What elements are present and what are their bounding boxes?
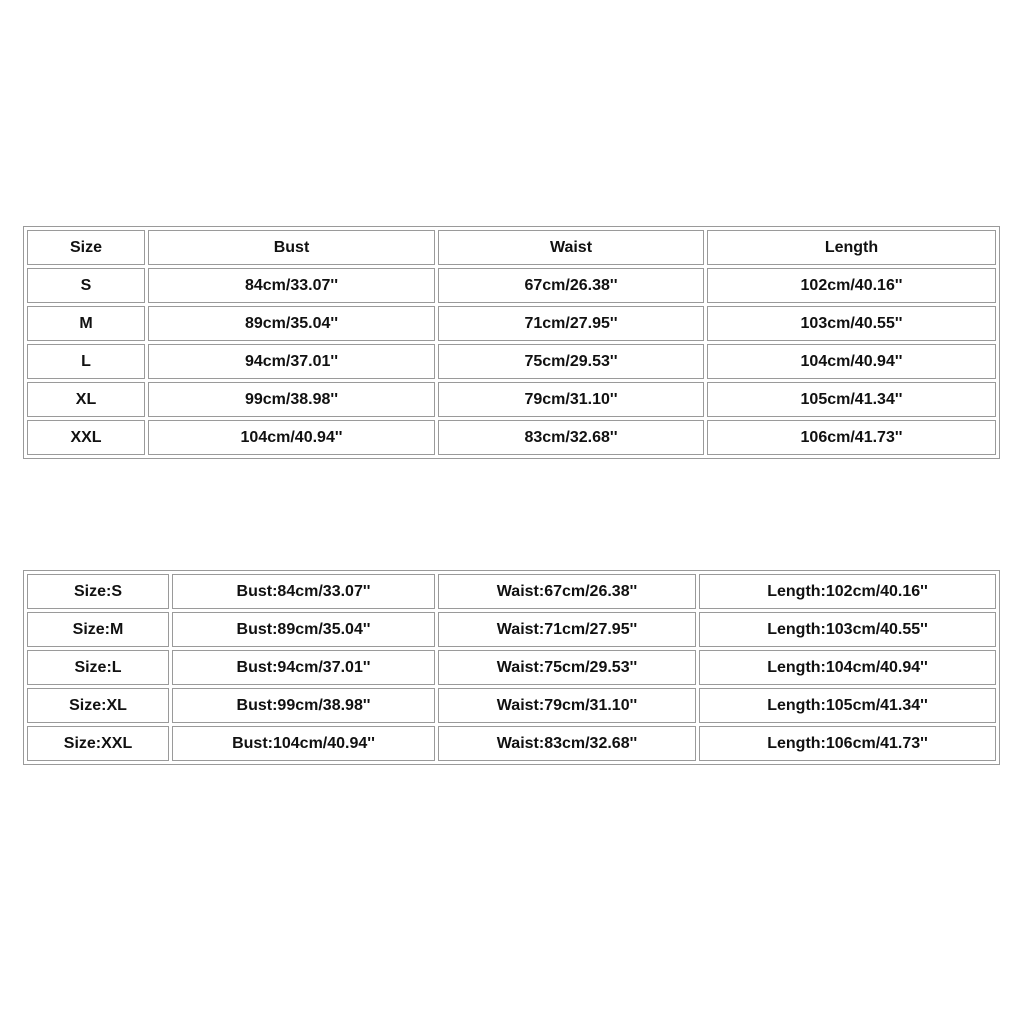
table-cell: 67cm/26.38'': [438, 268, 704, 303]
size-chart-table: [23, 226, 1000, 459]
table-cell: S: [27, 268, 145, 303]
table-cell: Bust:94cm/37.01'': [172, 650, 435, 685]
table-cell: XXL: [27, 420, 145, 455]
header-cell-size: Size: [27, 230, 145, 265]
table-cell: Size:L: [27, 650, 169, 685]
table-cell: Size:XL: [27, 688, 169, 723]
table-cell: Size:S: [27, 574, 169, 609]
table-cell: Bust:84cm/33.07'': [172, 574, 435, 609]
table-cell: Length:106cm/41.73'': [699, 726, 996, 761]
table-cell: Waist:83cm/32.68'': [438, 726, 696, 761]
table-cell: 103cm/40.55'': [707, 306, 996, 341]
table-cell: 71cm/27.95'': [438, 306, 704, 341]
table-cell: 89cm/35.04'': [148, 306, 435, 341]
table-cell: Bust:104cm/40.94'': [172, 726, 435, 761]
size-chart-labeled-table: [23, 570, 1000, 765]
header-cell-waist: Waist: [438, 230, 704, 265]
table-cell: XL: [27, 382, 145, 417]
table-cell: Length:105cm/41.34'': [699, 688, 996, 723]
table-cell: 94cm/37.01'': [148, 344, 435, 379]
table-cell: 79cm/31.10'': [438, 382, 704, 417]
table-cell: Length:102cm/40.16'': [699, 574, 996, 609]
table-cell: Waist:71cm/27.95'': [438, 612, 696, 647]
table-cell: 104cm/40.94'': [148, 420, 435, 455]
table-row: [27, 344, 996, 379]
table-cell: 105cm/41.34'': [707, 382, 996, 417]
table-row: [27, 688, 996, 723]
table-cell: Length:103cm/40.55'': [699, 612, 996, 647]
table-header-row: [27, 230, 996, 265]
table-row: [27, 420, 996, 455]
table-cell: Size:XXL: [27, 726, 169, 761]
table-cell: L: [27, 344, 145, 379]
table-cell: 99cm/38.98'': [148, 382, 435, 417]
table-cell: 75cm/29.53'': [438, 344, 704, 379]
table-row: [27, 268, 996, 303]
table-row: [27, 650, 996, 685]
table-row: [27, 382, 996, 417]
table-cell: Length:104cm/40.94'': [699, 650, 996, 685]
table-row: [27, 726, 996, 761]
table-cell: Waist:67cm/26.38'': [438, 574, 696, 609]
table-row: [27, 612, 996, 647]
table-row: [27, 306, 996, 341]
table-cell: M: [27, 306, 145, 341]
table-cell: 102cm/40.16'': [707, 268, 996, 303]
table-row: [27, 574, 996, 609]
header-cell-bust: Bust: [148, 230, 435, 265]
table-cell: Waist:75cm/29.53'': [438, 650, 696, 685]
table-cell: Bust:89cm/35.04'': [172, 612, 435, 647]
table-cell: Size:M: [27, 612, 169, 647]
header-cell-length: Length: [707, 230, 996, 265]
table-cell: Bust:99cm/38.98'': [172, 688, 435, 723]
table-cell: 84cm/33.07'': [148, 268, 435, 303]
table-cell: 104cm/40.94'': [707, 344, 996, 379]
table-cell: 106cm/41.73'': [707, 420, 996, 455]
table-cell: Waist:79cm/31.10'': [438, 688, 696, 723]
table-cell: 83cm/32.68'': [438, 420, 704, 455]
